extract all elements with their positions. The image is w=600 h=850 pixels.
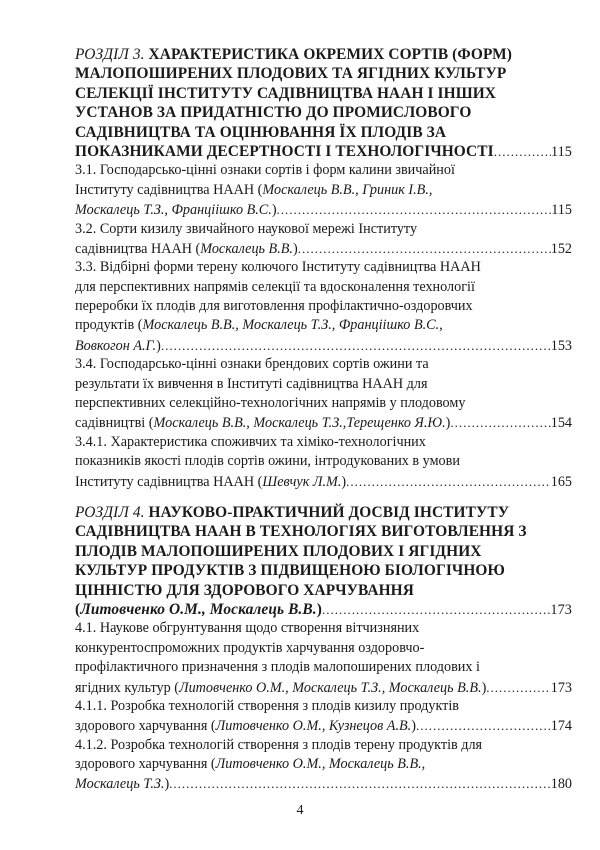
entry-text-end: Москалець Т.З., Франціішко В.С.) [75, 202, 277, 219]
entry-last-line [75, 678, 572, 697]
entry-text: здорового харчування ( [75, 756, 216, 773]
section-label: РОЗДІЛ 3. [75, 46, 145, 63]
entry-text: переробки їх плодів для виготовлення профілактично-оздоровчих [75, 298, 473, 315]
entry-text: профілактичного призначення з плодів малопоширених плодових і [75, 659, 480, 676]
entry-last-line [75, 336, 572, 355]
toc-entry[interactable] [75, 433, 572, 491]
entry-last-line [75, 472, 572, 491]
entry-page-number: 174 [550, 718, 572, 735]
entry-text: УСТАНОВ ЗА ПРИДАТНІСТЮ ДО ПРОМИСЛОВОГО [75, 104, 472, 122]
entry-text: ПОКАЗНИКАМИ ДЕСЕРТНОСТІ І ТЕХНОЛОГІЧНОСТІ [75, 142, 494, 160]
entry-line [75, 297, 572, 316]
entry-line [75, 619, 572, 638]
entry-authors: Москалець В.В., Москалець Т.З.,Терещенко Я.Ю. [153, 415, 446, 432]
entry-line [75, 258, 572, 277]
entry-text: ЦІННІСТЮ ДЛЯ ЗДОРОВОГО ХАРЧУВАННЯ [75, 581, 414, 599]
entry-text: 4.1.1. Розробка технологій створення з плодів кизилу продуктів [75, 697, 459, 714]
toc-entry[interactable] [75, 220, 572, 259]
entry-last-line [75, 239, 572, 258]
entry-text: ( [75, 600, 81, 618]
entry-text-end: садівництві (Москалець В.В., Москалець Т.З.,Терещенко Я.Ю.) [75, 415, 451, 432]
entry-text-end [75, 142, 494, 161]
table-of-contents [75, 45, 572, 794]
entry-last-line [75, 600, 572, 619]
entry-line [75, 394, 572, 413]
entry-authors: Москалець В.В., Москалець Т.З., Франціішко В.С., [142, 317, 443, 334]
entry-text: НАУКОВО-ПРАКТИЧНИЙ ДОСВІД ІНСТИТУТУ [148, 503, 510, 521]
entry-text: СЕЛЕКЦІЇ ІНСТИТУТУ САДІВНИЦТВА НААН І ІНШИХ [75, 84, 496, 102]
entry-line [75, 355, 572, 374]
entry-line [75, 697, 572, 716]
entry-line [75, 639, 572, 658]
entry-text: садівництві ( [75, 415, 154, 432]
entry-page-number: 152 [550, 240, 572, 257]
entry-text: 4.1.2. Розробка технологій створення з плодів терену продуктів для [75, 736, 483, 753]
page-number: 4 [296, 803, 304, 818]
entry-last-line [75, 200, 572, 219]
entry-authors: Шевчук Л.М. [262, 473, 342, 490]
entry-text: конкурентоспроможних продуктів харчування оздоровчо- [75, 639, 425, 656]
entry-text: 3.4.1. Характеристика споживчих та хіміко-технологічних [75, 433, 426, 450]
entry-line [75, 123, 572, 142]
dot-leader [346, 472, 551, 491]
entry-line [75, 522, 572, 541]
entry-text: САДІВНИЦТВА ТА ОЦІНЮВАННЯ ЇХ ПЛОДІВ ЗА [75, 123, 447, 141]
dot-leader [161, 336, 551, 355]
entry-text: МАЛОПОШИРЕНИХ ПЛОДОВИХ ТА ЯГІДНИХ КУЛЬТУР [75, 65, 507, 83]
entry-authors: Литовченко О.М., Москалець В.В., [215, 756, 426, 773]
entry-text-end: (Литовченко О.М., Москалець В.В.) [75, 600, 322, 618]
dot-leader [169, 774, 551, 793]
entry-line [75, 103, 572, 122]
entry-page-number: 180 [550, 776, 572, 793]
dot-leader [450, 413, 550, 432]
entry-line [75, 736, 572, 755]
entry-text: ХАРАКТЕРИСТИКА ОКРЕМИХ СОРТІВ (ФОРМ) [148, 46, 513, 63]
entry-line [75, 561, 572, 580]
entry-text-end: Вовкогон А.Г.) [75, 337, 161, 354]
entry-authors: Вовкогон А.Г. [75, 337, 157, 354]
entry-line [75, 503, 572, 522]
entry-line [75, 64, 572, 83]
entry-text: КУЛЬТУР ПРОДУКТІВ З ПІДВИЩЕНОЮ БІОЛОГІЧНОЮ [75, 562, 505, 580]
entry-text-end: Інституту садівництва НААН (Шевчук Л.М.) [75, 473, 347, 490]
entry-line [75, 316, 572, 335]
entry-line [75, 181, 572, 200]
entry-text: перспективних селекційно-технологічних напрямів у плодовому [75, 395, 466, 412]
section-gap [75, 491, 572, 503]
entry-page-number: 153 [550, 337, 572, 354]
entry-authors: Москалець В.В., Гриник І.В., [262, 181, 433, 198]
entry-authors: Литовченко О.М., Кузнецов А.В. [215, 718, 412, 735]
dot-leader [298, 239, 551, 258]
dot-leader [277, 200, 552, 219]
entry-text: 3.3. Відбірні форми терену колючого Інституту садівництва НААН [75, 259, 481, 276]
toc-entry[interactable] [75, 161, 572, 219]
entry-text: 4.1. Наукове обгрунтування щодо створення вітчизняних [75, 620, 420, 637]
entry-page-number: 115 [551, 202, 572, 219]
entry-text-end: Москалець Т.З.) [75, 776, 170, 793]
entry-last-line [75, 142, 572, 161]
entry-text: 3.1. Господарсько-цінні ознаки сортів і форм калини звичайної [75, 162, 455, 179]
dot-leader [486, 678, 550, 697]
entry-text: 3.2. Сорти кизилу звичайного наукової мережі Інституту [75, 220, 418, 237]
toc-entry[interactable] [75, 697, 572, 736]
entry-page-number: 115 [550, 143, 572, 160]
entry-text: Інституту садівництва НААН ( [75, 473, 263, 490]
entry-authors: Литовченко О.М., Москалець В.В. [80, 600, 317, 618]
entry-page-number: 154 [550, 415, 572, 432]
entry-line [75, 220, 572, 239]
toc-entry[interactable] [75, 619, 572, 697]
entry-line [75, 433, 572, 452]
entry-page-number: 173 [550, 679, 572, 696]
entry-text: ягідних культур ( [75, 679, 179, 696]
dot-leader [494, 142, 551, 161]
entry-line [75, 581, 572, 600]
entry-line [75, 161, 572, 180]
toc-entry[interactable] [75, 736, 572, 794]
entry-page-number: 165 [550, 473, 572, 490]
dot-leader [322, 600, 550, 619]
entry-line [75, 84, 572, 103]
section-heading[interactable] [75, 503, 572, 619]
entry-line [75, 375, 572, 394]
entry-text-end: здорового харчування (Литовченко О.М., Кузнецов А.В.) [75, 718, 416, 735]
entry-authors: Москалець Т.З., Франціішко В.С. [75, 202, 272, 219]
entry-text: здорового харчування ( [75, 718, 216, 735]
toc-entry[interactable] [75, 355, 572, 433]
entry-text: САДІВНИЦТВА НААН В ТЕХНОЛОГІЯХ ВИГОТОВЛЕННЯ З [75, 523, 527, 541]
entry-authors: Москалець В.В. [200, 240, 293, 257]
entry-last-line [75, 413, 572, 432]
entry-line [75, 542, 572, 561]
entry-text: показників якості плодів сортів ожини, інтродукованих в умови [75, 453, 460, 470]
entry-line [75, 278, 572, 297]
entry-page-number: 173 [550, 601, 572, 618]
entry-authors: Литовченко О.М., Москалець Т.З., Москалець В.В. [178, 679, 482, 696]
entry-text: садівництва НААН ( [75, 240, 201, 257]
entry-text: ПЛОДІВ МАЛОПОШИРЕНИХ ПЛОДОВИХ І ЯГІДНИХ [75, 542, 482, 560]
toc-entry[interactable] [75, 258, 572, 355]
section-label: РОЗДІЛ 4. [75, 503, 145, 521]
entry-line [75, 452, 572, 471]
entry-line [75, 755, 572, 774]
entry-text-end: садівництва НААН (Москалець В.В.) [75, 240, 298, 257]
entry-line [75, 658, 572, 677]
dot-leader [416, 716, 551, 735]
entry-text-end: ягідних культур (Литовченко О.М., Москалець Т.З., Москалець В.В.) [75, 679, 487, 696]
entry-text: результати їх вивчення в Інституті садівництва НААН для [75, 375, 428, 392]
entry-last-line [75, 774, 572, 793]
entry-authors: Москалець Т.З. [75, 776, 165, 793]
entry-text: для перспективних напрямів селекції та вдосконалення технології [75, 278, 475, 295]
entry-last-line [75, 716, 572, 735]
section-heading[interactable] [75, 45, 572, 161]
entry-text: 3.4. Господарсько-цінні ознаки брендових сортів ожини та [75, 356, 429, 373]
entry-text: Інституту садівництва НААН ( [75, 181, 263, 198]
entry-text: продуктів ( [75, 317, 143, 334]
entry-line [75, 45, 572, 64]
